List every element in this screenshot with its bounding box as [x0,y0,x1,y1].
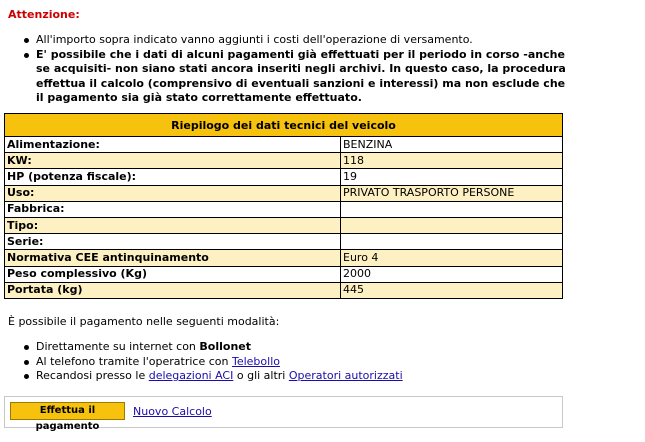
warning-list [22,33,567,106]
payment-option-internet [22,340,403,355]
row-label: Fabbrica: [5,201,341,217]
table-row [5,201,563,217]
row-value: 118 [341,153,563,169]
bollonet-label: Bollonet [199,340,251,353]
table-row [5,153,563,169]
table-row [5,282,563,298]
option-text: Recandosi presso le [36,369,149,382]
table-row [5,137,563,153]
delegazioni-aci-link[interactable]: delegazioni ACI [148,369,234,382]
operatori-autorizzati-link[interactable]: Operatori autorizzati [288,369,403,382]
payment-option-phone [22,355,403,370]
row-label: Portata (kg) [5,282,341,298]
warning-title: Attenzione: [8,8,80,21]
payment-options-list [22,340,403,384]
row-value [341,201,563,217]
table-row [5,250,563,266]
warning-item-costs: All'importo sopra indicato vanno aggiunti i costi dell'operazione di versamento. [22,33,567,48]
row-value: BENZINA [341,137,563,153]
row-value: 2000 [341,266,563,282]
row-label: Alimentazione: [5,137,341,153]
table-row [5,266,563,282]
row-label: KW: [5,153,341,169]
new-calculation-link[interactable]: Nuovo Calcolo [133,405,212,418]
row-value: 445 [341,282,563,298]
row-label: Tipo: [5,217,341,233]
table-row [5,169,563,185]
table-header: Riepilogo dei dati tecnici del veicolo [5,114,563,137]
row-value: PRIVATO TRASPORTO PERSONE [341,185,563,201]
action-bar [4,396,563,432]
row-label: Uso: [5,185,341,201]
option-text: Al telefono tramite l'operatrice con [36,354,232,368]
option-text: o gli altri [233,369,289,382]
row-label: HP (potenza fiscale): [5,169,341,185]
table-row [5,234,563,250]
payment-intro: È possibile il pagamento nelle seguenti modalità: [8,315,280,328]
row-label: Peso complessivo (Kg) [5,266,341,282]
option-text: Direttamente su internet con [36,340,200,353]
row-value: Euro 4 [341,250,563,266]
row-value [341,217,563,233]
telebollo-link[interactable]: Telebollo [231,354,280,368]
row-value: 19 [341,169,563,185]
vehicle-tech-table [4,113,563,299]
row-value [341,234,563,250]
row-label: Normativa CEE antinquinamento [5,250,341,266]
table-row [5,185,563,201]
row-label: Serie: [5,234,341,250]
payment-option-office [22,369,403,384]
table-row [5,217,563,233]
pay-button[interactable]: Effettua il pagamento [10,402,125,420]
warning-item-archive: E' possibile che i dati di alcuni pagamenti già effettuati per il periodo in corso -anche se acquisiti- non siano stati ancora inseriti negli archivi. In questo caso, la procedura effettua il calcolo (comprensivo di eventuali sanzioni e interessi) ma non esclude che il pagamento sia già stato correttamente effettuato. [22,48,567,106]
